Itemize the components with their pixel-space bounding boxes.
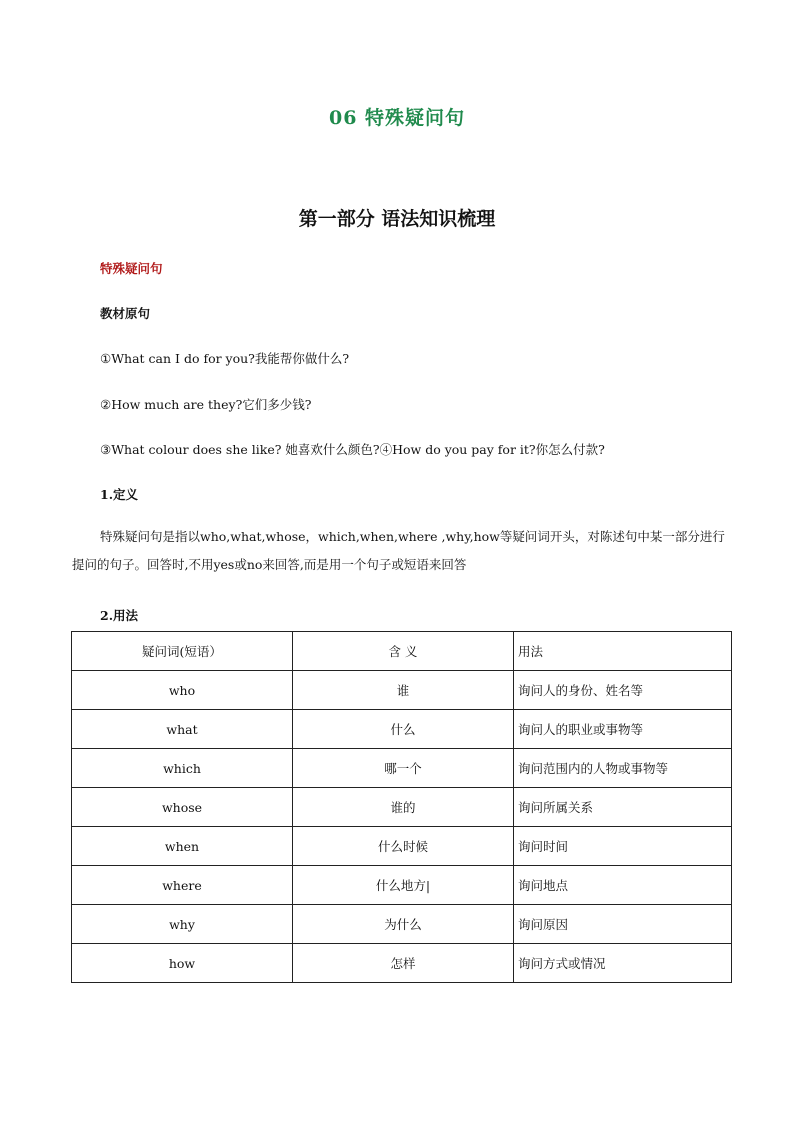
example-sentence-2: ②How much are they?它们多少钱? (100, 397, 312, 412)
cell-meaning: 谁的 (293, 788, 514, 827)
cell-question-word: why (72, 905, 293, 944)
cell-usage: 询问人的职业或事物等 (514, 710, 732, 749)
table-row (72, 866, 732, 905)
cell-usage: 询问范围内的人物或事物等 (514, 749, 732, 788)
cell-meaning: 哪一个 (293, 749, 514, 788)
cell-meaning: 为什么 (293, 905, 514, 944)
cell-usage: 询问原因 (514, 905, 732, 944)
cell-question-word: when (72, 827, 293, 866)
cell-usage: 询问时间 (514, 827, 732, 866)
cell-usage: 询问人的身份、姓名等 (514, 671, 732, 710)
usage-heading: 2.用法 (100, 608, 139, 623)
header-usage: 用法 (514, 632, 732, 671)
header-question-word: 疑问词(短语） (72, 632, 293, 671)
table-row (72, 827, 732, 866)
cell-meaning: 谁 (293, 671, 514, 710)
cell-usage: 询问方式或情况 (514, 944, 732, 983)
cell-usage: 询问所属关系 (514, 788, 732, 827)
textbook-label: 教材原句 (100, 306, 151, 321)
cell-question-word: what (72, 710, 293, 749)
definition-text: 特殊疑问句是指以who,what,whose，which,when,where ,why,how等疑问词开头，对陈述句中某一部分进行提问的句子。回答时,不用yes或no来回答,而是用一个句子或短语来回答 (72, 529, 725, 572)
table-row (72, 671, 732, 710)
cell-meaning: 怎样 (293, 944, 514, 983)
usage-table (71, 631, 732, 983)
table-header-row (72, 632, 732, 671)
cell-meaning: 什么地方| (293, 866, 514, 905)
cell-meaning: 什么 (293, 710, 514, 749)
example-sentence-3: ③What colour does she like? 她喜欢什么颜色?④How do you pay for it?你怎么付款? (100, 442, 605, 457)
table-row (72, 944, 732, 983)
cell-usage: 询问地点 (514, 866, 732, 905)
cell-question-word: how (72, 944, 293, 983)
definition-heading: 1.定义 (100, 487, 139, 502)
cell-question-word: where (72, 866, 293, 905)
table-row (72, 710, 732, 749)
table-row (72, 749, 732, 788)
cell-meaning: 什么时候 (293, 827, 514, 866)
document-title: 06 特殊疑问句 (328, 107, 466, 129)
section-heading: 特殊疑问句 (100, 261, 163, 276)
definition-paragraph (72, 523, 732, 579)
cell-question-word: whose (72, 788, 293, 827)
cell-question-word: who (72, 671, 293, 710)
part-title: 第一部分 语法知识梳理 (298, 208, 496, 230)
example-sentence-1: ①What can I do for you?我能帮你做什么? (100, 351, 350, 366)
table-row (72, 905, 732, 944)
table-row (72, 788, 732, 827)
header-meaning: 含 义 (293, 632, 514, 671)
cell-question-word: which (72, 749, 293, 788)
